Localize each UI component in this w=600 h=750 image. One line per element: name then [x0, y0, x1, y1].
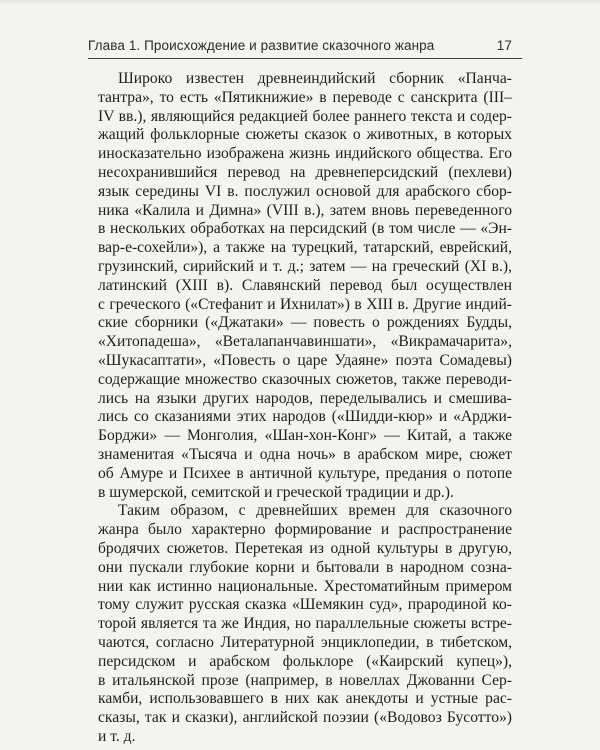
text-line: лись со сказаниями этих народов («Шидди-кюр» и «Арджи- — [98, 408, 512, 426]
text-line: чаются, согласно Литературной энциклопедии, в тибетском, — [98, 633, 512, 651]
text-line: «Хитопадеша», «Веталапанчавиншати», «Викрамачарита», — [98, 333, 512, 351]
text-line: с греческого («Стефанит и Ихнилат») в XIII в. Другие индий- — [98, 295, 512, 313]
text-line: лись на языки других народов, переделывались и смешива- — [98, 389, 512, 407]
text-line: сказы, так и сказки), английской поэзии («Водовоз Бусотто») — [98, 709, 512, 727]
running-head — [88, 36, 522, 59]
page-number: 17 — [496, 38, 512, 53]
body-text — [98, 70, 512, 747]
text-line: иносказательно изображена жизнь индийского общества. Его — [98, 145, 512, 163]
text-line: об Амуре и Психее в античной культуре, предания о потопе — [98, 464, 512, 482]
text-line: ские сборники («Джатаки» — повесть о рождениях Будды, — [98, 314, 512, 332]
text-line: вар-е-сохейли»), а также на турецкий, татарский, еврейский, — [98, 239, 512, 257]
text-line: язык середины VI в. послужил основой для арабского сбор- — [98, 182, 512, 200]
text-line: в итальянской прозе (например, в новеллах Джованни Сер- — [98, 671, 512, 689]
text-line: в шумерской, семитской и греческой традиции и др.). — [98, 483, 454, 501]
text-line: тантра», то есть «Пятикнижие» в переводе с санскрита (III– — [98, 88, 512, 106]
text-line: бродячих сюжетов. Перетекая из одной культуры в другую, — [98, 539, 512, 557]
text-line: «Шукасаптати», «Повесть о царе Удаяне» поэта Сомадевы) — [98, 351, 512, 369]
text-line: камби, использовавшего в них как анекдоты и устные рас- — [98, 690, 512, 708]
text-line: грузинский, сирийский и т. д.; затем — на греческий (XI в.), — [98, 257, 512, 275]
text-line: Таким образом, с древнейших времен для сказочного — [118, 502, 512, 520]
text-line: жащий фольклорные сюжеты сказок о животных, в которых — [98, 126, 512, 144]
chapter-title: Глава 1. Происхождение и развитие сказочного жанра — [88, 38, 435, 53]
text-line: латинский (XIII в). Славянский перевод был осуществлен — [98, 276, 512, 294]
text-line: и т. д. — [98, 727, 136, 745]
text-line: несохранившийся перевод на древнеперсидский (пехлеви) — [98, 163, 512, 181]
text-line: ника «Калила и Димна» (VIII в.), затем вновь переведенного — [98, 201, 512, 219]
text-line: знаменитая «Тысяча и одна ночь» в арабском мире, сюжет — [98, 445, 512, 463]
text-line: торой является та же Индия, но параллельные сюжеты встре- — [98, 615, 512, 633]
text-line: Борджи» — Монголия, «Шан-хон-Конг» — Китай, а также — [98, 427, 512, 445]
text-line: IV вв.), являющийся редакцией более раннего текста и содер- — [98, 107, 512, 125]
text-line: содержащие множество сказочных сюжетов, также переводи- — [98, 370, 512, 388]
text-line: нии как истинно национальные. Хрестоматийным примером — [98, 577, 512, 595]
text-line: персидском и арабском фольклоре («Каирский купец»), — [98, 652, 512, 670]
paragraph-2 — [98, 502, 512, 746]
text-line: Широко известен древнеиндийский сборник «Панча- — [118, 70, 512, 87]
text-line: жанра было характерно формирование и распространение — [98, 521, 512, 539]
paragraph-1 — [98, 70, 512, 502]
text-line: в нескольких обработках на персидский (в том числе — «Эн- — [98, 220, 512, 238]
text-line: тому служит русская сказка «Шемякин суд», прародиной ко- — [98, 596, 512, 614]
text-line: они пускали глубокие корни и бытовали в народном созна- — [98, 558, 512, 576]
page-edge — [0, 0, 600, 4]
